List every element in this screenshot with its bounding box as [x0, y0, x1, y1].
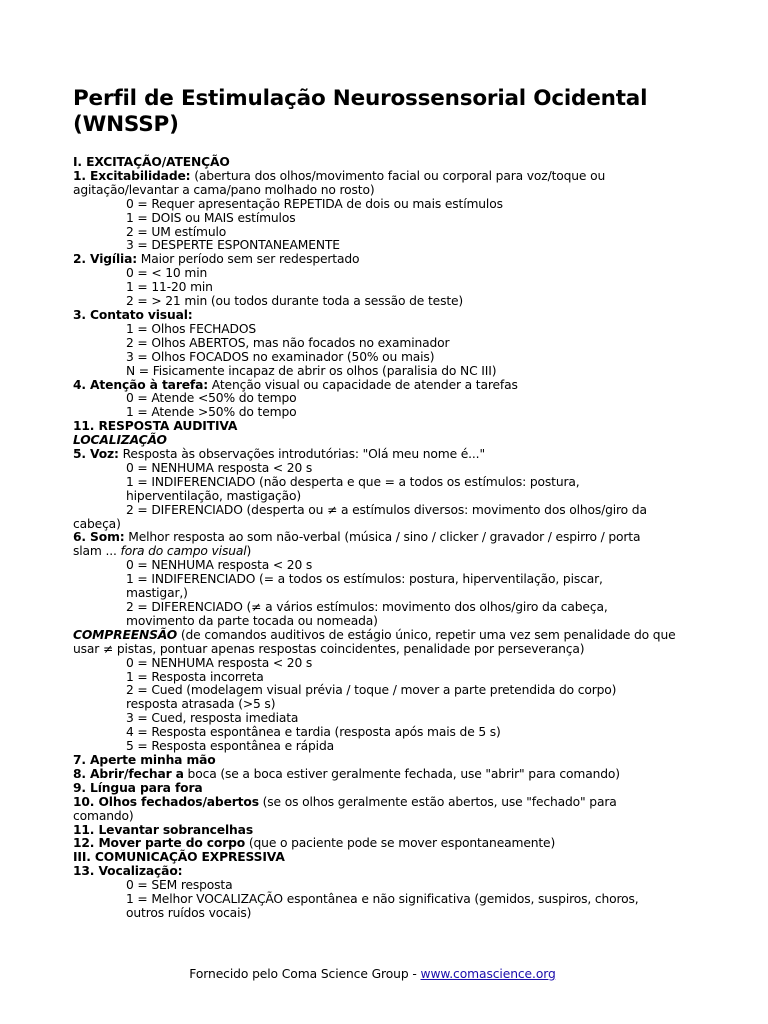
item-4 — [73, 379, 703, 393]
option: 0 = < 10 min — [126, 266, 208, 281]
section-heading: 11. RESPOSTA AUDITIVA — [73, 419, 238, 434]
item-text-wrap: agitação/levantar a cama/pano molhado no rosto) — [73, 182, 375, 197]
item-text-wrap: usar ≠ pistas, pontuar apenas respostas coincidentes, penalidade por perseverança) — [73, 641, 585, 656]
compreensao — [73, 629, 703, 643]
section-heading: III. COMUNICAÇÃO EXPRESSIVA — [73, 850, 285, 865]
option: 0 = NENHUMA resposta < 20 s — [126, 655, 313, 670]
item-5 — [73, 448, 703, 462]
item-text: Atenção visual ou capacidade de atender a tarefas — [208, 377, 518, 392]
subsection-heading: LOCALIZAÇÃO — [73, 433, 167, 448]
option: 3 = Cued, resposta imediata — [126, 711, 299, 726]
option: 1 = Atende >50% do tempo — [126, 405, 297, 420]
page-footer — [0, 967, 745, 981]
item-text: (abertura dos olhos/movimento facial ou corporal para voz/toque ou — [190, 168, 606, 183]
option: 1 = INDIFERENCIADO (não desperta e que = a todos os estímulos: postura, — [126, 474, 580, 489]
option: 2 = UM estímulo — [126, 224, 227, 239]
option: 3 = DESPERTE ESPONTANEAMENTE — [126, 238, 340, 253]
item-9: 9. Língua para fora — [73, 780, 203, 795]
option: 2 = > 21 min (ou todos durante toda a sessão de teste) — [126, 294, 464, 309]
item-text: Melhor resposta ao som não-verbal (música / sino / clicker / gravador / espirro / porta — [124, 530, 641, 545]
item-6 — [73, 531, 703, 545]
option: 0 = SEM resposta — [126, 878, 233, 893]
option: 0 = NENHUMA resposta < 20 s — [126, 558, 313, 573]
option: 0 = Atende <50% do tempo — [126, 391, 297, 406]
item-text: (se os olhos geralmente estão abertos, use "fechado" para — [258, 794, 617, 809]
item-label: 4. Atenção à tarefa: — [73, 377, 209, 392]
item-11: 11. Levantar sobrancelhas — [73, 822, 253, 837]
page-title: Perfil de Estimulação Neurossensorial Ocidental (WNSSP) — [73, 86, 648, 137]
option: 4 = Resposta espontânea e tardia (resposta após mais de 5 s) — [126, 725, 501, 740]
item-2 — [73, 253, 703, 267]
option: 2 = Cued (modelagem visual prévia / toque / mover a parte pretendida do corpo) — [126, 683, 617, 698]
item-text-wrap — [73, 545, 703, 559]
item-7: 7. Aperte minha mão — [73, 752, 216, 767]
item-text-wrap: comando) — [73, 808, 134, 823]
subsection-heading: COMPREENSÃO — [73, 627, 178, 642]
option: mastigar,) — [126, 586, 188, 601]
option: resposta atrasada (>5 s) — [126, 697, 276, 712]
item-label: 1. Excitabilidade: — [73, 168, 191, 183]
item-8 — [73, 768, 703, 782]
document-body — [73, 156, 703, 921]
option: outros ruídos vocais) — [126, 905, 252, 920]
item-label: 12. Mover parte do corpo — [73, 836, 246, 851]
item-1 — [73, 170, 703, 184]
option: 1 = INDIFERENCIADO (= a todos os estímulos: postura, hiperventilação, piscar, — [126, 572, 603, 587]
item-label: 8. Abrir/fechar a — [73, 766, 184, 781]
item-text: (de comandos auditivos de estágio único, repetir uma vez sem penalidade do que — [177, 627, 676, 642]
option: 0 = NENHUMA resposta < 20 s — [126, 460, 313, 475]
item-text: slam ... — [73, 544, 121, 559]
item-13: 13. Vocalização: — [73, 864, 183, 879]
option: 1 = DOIS ou MAIS estímulos — [126, 210, 296, 225]
item-label: 5. Voz: — [73, 447, 119, 462]
option: movimento da parte tocada ou nomeada) — [126, 613, 378, 628]
option-wrap: cabeça) — [73, 516, 121, 531]
option: 2 = Olhos ABERTOS, mas não focados no examinador — [126, 335, 450, 350]
item-text: Maior período sem ser redespertado — [137, 252, 360, 267]
item-text: Resposta às observações introdutórias: "Olá meu nome é..." — [118, 447, 485, 462]
option: 2 = DIFERENCIADO (≠ a vários estímulos: movimento dos olhos/giro da cabeça, — [126, 600, 608, 614]
option: hiperventilação, mastigação) — [126, 488, 302, 503]
item-10 — [73, 796, 703, 810]
option: 1 = 11-20 min — [126, 280, 213, 295]
item-text: boca (se a boca estiver geralmente fechada, use "abrir" para comando) — [183, 766, 620, 781]
option: 0 = Requer apresentação REPETIDA de dois ou mais estímulos — [126, 196, 503, 211]
option: 1 = Melhor VOCALIZAÇÃO espontânea e não significativa (gemidos, suspiros, choros, — [126, 892, 639, 907]
option: 1 = Olhos FECHADOS — [126, 321, 257, 336]
footer-link[interactable]: www.comascience.org — [420, 967, 556, 981]
item-label: 2. Vigília: — [73, 252, 138, 267]
option: N = Fisicamente incapaz de abrir os olhos (paralisia do NC III) — [126, 363, 497, 378]
item-text-italic: fora do campo visual — [120, 544, 247, 559]
footer-text: Fornecido pelo Coma Science Group - — [189, 967, 421, 981]
option: 3 = Olhos FOCADOS no examinador (50% ou mais) — [126, 349, 435, 364]
item-label: 10. Olhos fechados/abertos — [73, 794, 259, 809]
item-text: (que o paciente pode se mover espontaneamente) — [245, 836, 556, 851]
option: 1 = Resposta incorreta — [126, 669, 264, 684]
option: 2 = DIFERENCIADO (desperta ou ≠ a estímulos diversos: movimento dos olhos/giro da — [126, 502, 647, 517]
section-heading: I. EXCITAÇÃO/ATENÇÃO — [73, 155, 230, 169]
item-label: 6. Som: — [73, 530, 125, 545]
option: 5 = Resposta espontânea e rápida — [126, 739, 334, 754]
item-text: ) — [246, 544, 252, 559]
item-3: 3. Contato visual: — [73, 307, 193, 322]
